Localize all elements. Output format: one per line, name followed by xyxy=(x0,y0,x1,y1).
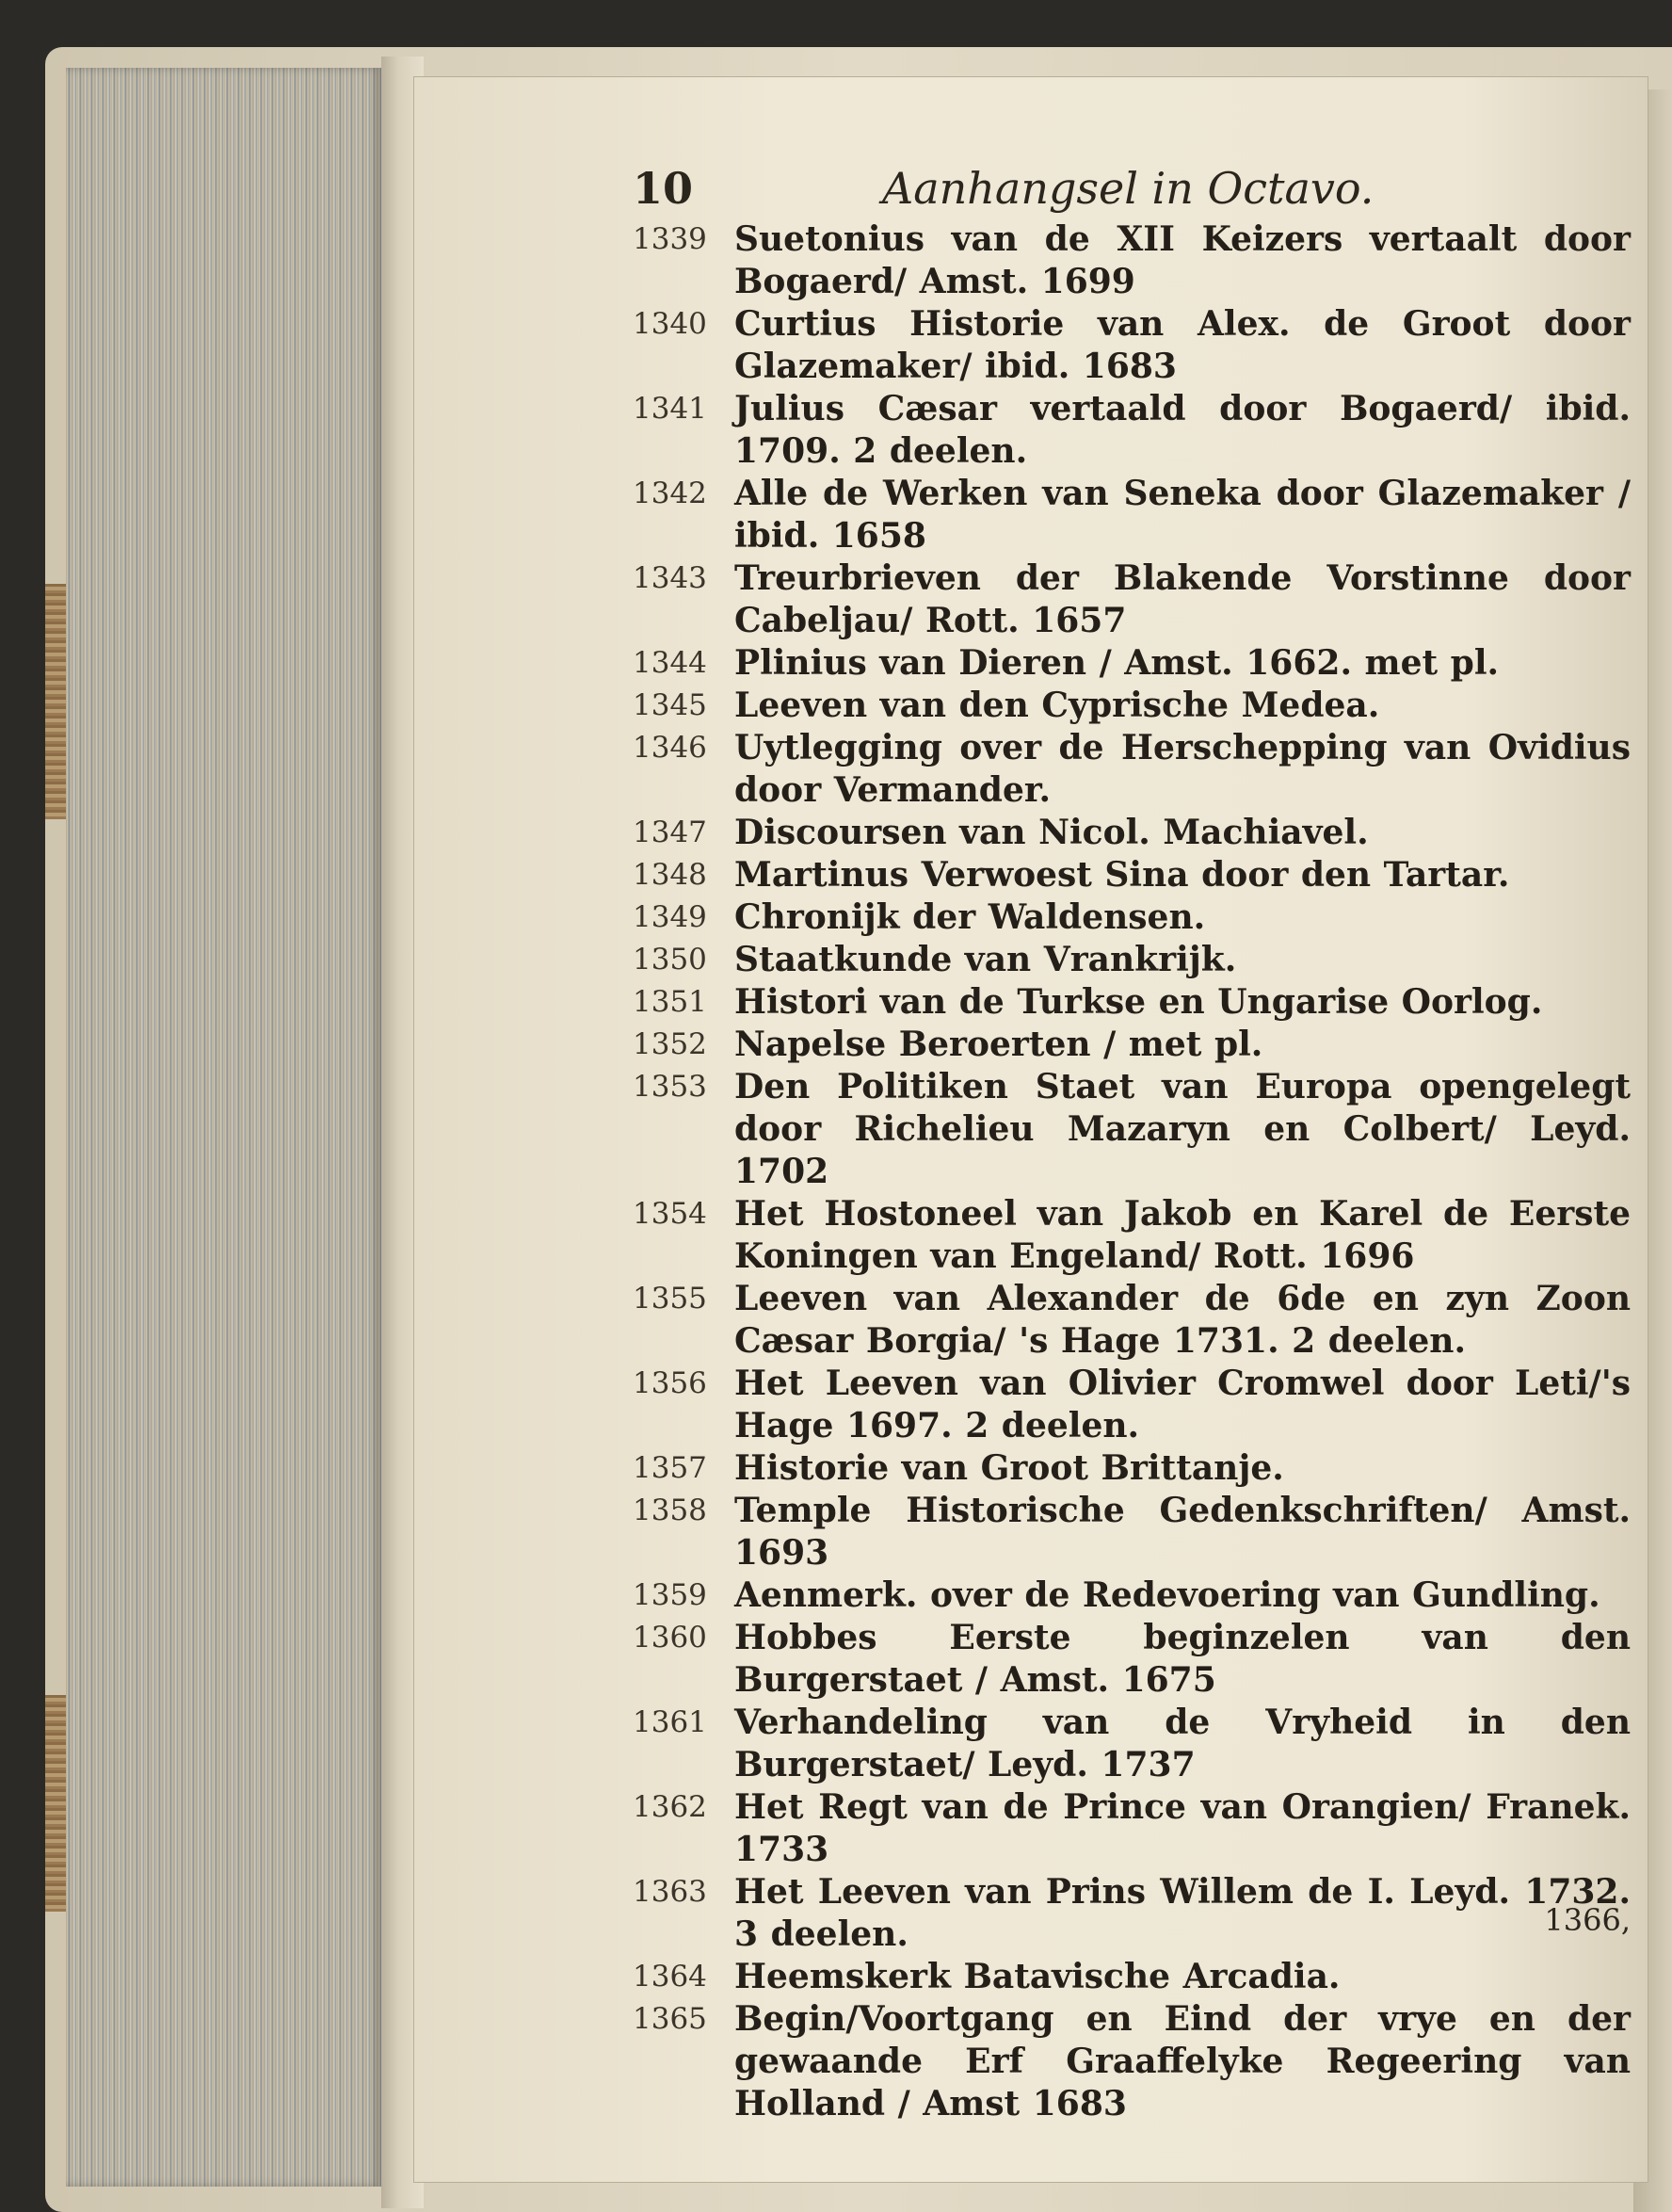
entry-number: 1346 xyxy=(633,731,707,765)
catalogue-entry xyxy=(633,1617,1631,1702)
entry-text: Het Hostoneel van Jakob en Karel de Eerste Koningen van Engeland/ Rott. 1696 xyxy=(734,1194,1631,1276)
entry-number: 1353 xyxy=(633,1070,707,1104)
catalogue-entries xyxy=(633,218,1631,2125)
catalogue-entry xyxy=(633,303,1631,388)
entry-text: Leeven van Alexander de 6de en zyn Zoon Cæsar Borgia/ 's Hage 1731. 2 deelen. xyxy=(734,1279,1631,1361)
entry-number: 1340 xyxy=(633,307,707,341)
entry-text: Chronijk der Waldensen. xyxy=(734,897,1206,937)
cover-stain xyxy=(45,1695,66,1912)
entry-text: Het Regt van de Prince van Orangien/ Franek. 1733 xyxy=(734,1787,1631,1869)
entry-number: 1339 xyxy=(633,222,707,256)
entry-number: 1349 xyxy=(633,900,707,934)
catalogue-entry xyxy=(633,981,1631,1024)
entry-number: 1350 xyxy=(633,943,707,977)
cover-stain xyxy=(45,584,66,819)
catalogue-entry xyxy=(633,727,1631,812)
entry-text: Treurbrieven der Blakende Vorstinne door Cabeljau/ Rott. 1657 xyxy=(734,558,1631,640)
catalogue-entry xyxy=(633,1193,1631,1278)
entry-text: Plinius van Dieren / Amst. 1662. met pl. xyxy=(734,643,1500,683)
catalogue-entry xyxy=(633,557,1631,642)
entry-text: Het Leeven van Olivier Cromwel door Leti/'s Hage 1697. 2 deelen. xyxy=(734,1364,1631,1445)
page-number: 10 xyxy=(633,163,694,214)
entry-number: 1343 xyxy=(633,561,707,595)
entry-text: Het Leeven van Prins Willem de I. Leyd. 1732. 3 deelen. xyxy=(734,1872,1631,1954)
entry-text: Begin/Voortgang en Eind der vrye en der gewaande Erf Graaffelyke Regeering van Holland / Amst 1683 xyxy=(734,1999,1631,2123)
catalogue-entry xyxy=(633,473,1631,557)
entry-text: Martinus Verwoest Sina door den Tartar. xyxy=(734,855,1510,895)
catalogue-entry xyxy=(633,1490,1631,1574)
entry-number: 1364 xyxy=(633,1960,707,1994)
catalogue-entry xyxy=(633,1447,1631,1490)
catalogue-entry xyxy=(633,1786,1631,1871)
entry-number: 1365 xyxy=(633,2002,707,2036)
entry-text: Curtius Historie van Alex. de Groot door Glazemaker/ ibid. 1683 xyxy=(734,304,1631,386)
entry-text: Suetonius van de XII Keizers vertaalt door Bogaerd/ Amst. 1699 xyxy=(734,219,1631,301)
catalogue-entry xyxy=(633,1956,1631,1998)
entry-text: Aenmerk. over de Redevoering van Gundling. xyxy=(734,1575,1600,1615)
entry-number: 1357 xyxy=(633,1451,707,1485)
entry-number: 1347 xyxy=(633,815,707,849)
running-header xyxy=(633,155,1631,221)
entry-text: Historie van Groot Brittanje. xyxy=(734,1448,1284,1488)
catalogue-entry xyxy=(633,1363,1631,1447)
entry-number: 1352 xyxy=(633,1027,707,1061)
entry-number: 1345 xyxy=(633,688,707,722)
entry-text: Discoursen van Nicol. Machiavel. xyxy=(734,813,1369,852)
entry-text: Staatkunde van Vrankrijk. xyxy=(734,940,1237,979)
catalogue-entry xyxy=(633,854,1631,896)
entry-number: 1356 xyxy=(633,1366,707,1400)
entry-text: Temple Historische Gedenkschriften/ Amst. 1693 xyxy=(734,1491,1631,1573)
entry-text: Julius Cæsar vertaald door Bogaerd/ ibid. 1709. 2 deelen. xyxy=(734,389,1631,471)
entry-text: Uytlegging over de Herschepping van Ovidius door Vermander. xyxy=(734,728,1631,810)
catalogue-entry xyxy=(633,1998,1631,2125)
catalogue-entry xyxy=(633,685,1631,727)
entry-text: Alle de Werken van Seneka door Glazemaker / ibid. 1658 xyxy=(734,474,1631,556)
entry-text: Hobbes Eerste beginzelen van den Burgerstaet / Amst. 1675 xyxy=(734,1618,1631,1700)
entry-number: 1360 xyxy=(633,1621,707,1655)
catchword: 1366, xyxy=(1544,1902,1631,1938)
catalogue-entry xyxy=(633,896,1631,939)
catalogue-entry xyxy=(633,218,1631,303)
entry-text: Verhandeling van de Vryheid in den Burgerstaet/ Leyd. 1737 xyxy=(734,1703,1631,1784)
catalogue-entry xyxy=(633,388,1631,473)
entry-number: 1358 xyxy=(633,1494,707,1527)
entry-number: 1361 xyxy=(633,1705,707,1739)
entry-number: 1363 xyxy=(633,1875,707,1909)
entry-number: 1359 xyxy=(633,1578,707,1612)
catalogue-entry xyxy=(633,642,1631,685)
entry-text: Heemskerk Batavische Arcadia. xyxy=(734,1957,1341,1996)
catalogue-entry xyxy=(633,1066,1631,1193)
catalogue-entry xyxy=(633,1278,1631,1363)
catalogue-entry xyxy=(633,1024,1631,1066)
entry-number: 1344 xyxy=(633,646,707,680)
entry-number: 1342 xyxy=(633,476,707,510)
running-title: Aanhangsel in Octavo. xyxy=(882,163,1375,214)
entry-number: 1351 xyxy=(633,985,707,1019)
entry-text: Leeven van den Cyprische Medea. xyxy=(734,686,1380,725)
entry-number: 1355 xyxy=(633,1282,707,1316)
catalogue-entry xyxy=(633,812,1631,854)
page-edges xyxy=(66,68,381,2187)
catalogue-entry xyxy=(633,1574,1631,1617)
entry-number: 1348 xyxy=(633,858,707,892)
entry-number: 1341 xyxy=(633,392,707,426)
entry-text: Histori van de Turkse en Ungarise Oorlog. xyxy=(734,982,1543,1022)
catalogue-entry xyxy=(633,939,1631,981)
entry-number: 1362 xyxy=(633,1790,707,1824)
entry-text: Den Politiken Staet van Europa opengelegt door Richelieu Mazaryn en Colbert/ Leyd. 1702 xyxy=(734,1067,1631,1191)
catalogue-entry xyxy=(633,1702,1631,1786)
entry-text: Napelse Beroerten / met pl. xyxy=(734,1025,1263,1064)
entry-number: 1354 xyxy=(633,1197,707,1231)
catalogue-entry xyxy=(633,1871,1631,1956)
